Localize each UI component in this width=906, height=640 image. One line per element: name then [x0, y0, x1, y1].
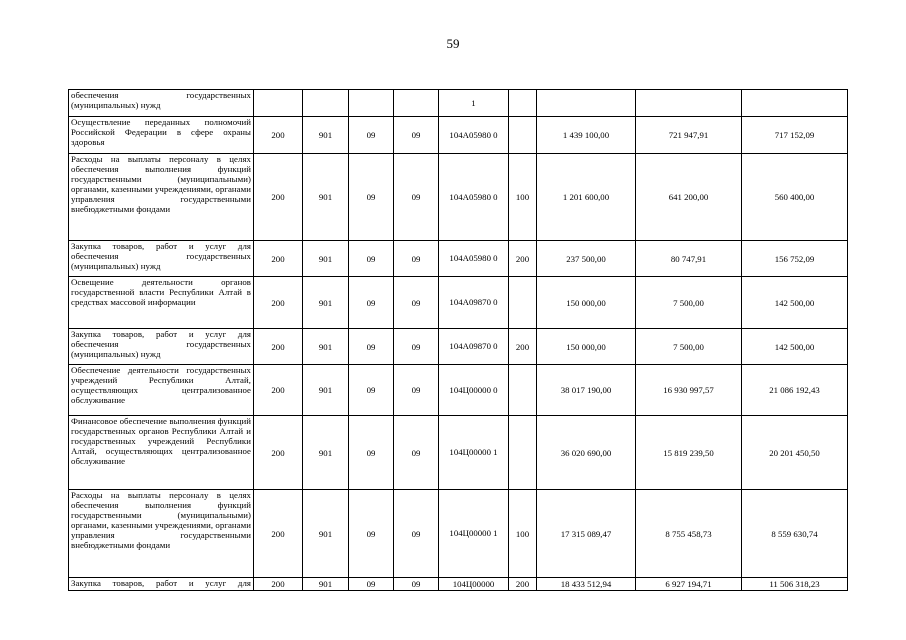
row-pr: 09	[394, 490, 439, 578]
table-row	[69, 277, 848, 329]
row-vr: 200	[509, 578, 537, 591]
row-col-200: 200	[254, 365, 303, 416]
row-sum-3: 20 201 450,50	[742, 416, 848, 490]
row-vr	[509, 90, 537, 117]
row-sum-2: 7 500,00	[636, 277, 742, 329]
row-rz: 09	[349, 578, 394, 591]
table-row	[69, 490, 848, 578]
row-grbs: 901	[303, 416, 349, 490]
row-rz: 09	[349, 329, 394, 365]
row-pr: 09	[394, 154, 439, 241]
row-pr	[394, 90, 439, 117]
row-pr: 09	[394, 329, 439, 365]
row-name: Освещение деятельности органов государственной власти Республики Алтай в средствах массовой информации	[69, 277, 254, 329]
row-rz: 09	[349, 416, 394, 490]
row-col-200: 200	[254, 329, 303, 365]
row-sum-2: 8 755 458,73	[636, 490, 742, 578]
row-name: Расходы на выплаты персоналу в целях обеспечения выполнения функций государственными (муниципальными) органами, казенными учреждениями, органами управления государственными внебюджетными фондами	[69, 490, 254, 578]
row-sum-3: 142 500,00	[742, 277, 848, 329]
row-rz: 09	[349, 154, 394, 241]
row-csr: 104А05980 0	[439, 154, 509, 241]
row-grbs: 901	[303, 578, 349, 591]
row-sum-2	[636, 90, 742, 117]
row-sum-1: 17 315 089,47	[537, 490, 636, 578]
table-row	[69, 578, 848, 591]
row-rz: 09	[349, 117, 394, 154]
row-sum-2: 15 819 239,50	[636, 416, 742, 490]
row-grbs: 901	[303, 329, 349, 365]
row-sum-2: 6 927 194,71	[636, 578, 742, 591]
row-csr: 104Ц00000 1	[439, 416, 509, 490]
row-sum-1: 237 500,00	[537, 241, 636, 277]
row-sum-1: 38 017 190,00	[537, 365, 636, 416]
row-grbs: 901	[303, 117, 349, 154]
row-col-200: 200	[254, 578, 303, 591]
row-vr	[509, 277, 537, 329]
row-csr: 1	[439, 90, 509, 117]
row-grbs: 901	[303, 241, 349, 277]
row-vr: 200	[509, 241, 537, 277]
row-name: Обеспечение деятельности государственных учреждений Республики Алтай, осуществляющих централизованное обслуживание	[69, 365, 254, 416]
row-sum-2: 641 200,00	[636, 154, 742, 241]
row-csr: 104А09870 0	[439, 277, 509, 329]
row-sum-1	[537, 90, 636, 117]
row-name: Расходы на выплаты персоналу в целях обеспечения выполнения функций государственными (муниципальными) органами, казенными учреждениями, органами управления государственными внебюджетными фондами	[69, 154, 254, 241]
row-col-200: 200	[254, 241, 303, 277]
row-col-200: 200	[254, 117, 303, 154]
row-sum-3: 560 400,00	[742, 154, 848, 241]
row-name: Финансовое обеспечение выполнения функций государственных органов Республики Алтай и государственных учреждений Республики Алтай, осуществляющих централизованное обслуживание	[69, 416, 254, 490]
row-grbs: 901	[303, 365, 349, 416]
row-sum-2: 7 500,00	[636, 329, 742, 365]
row-vr	[509, 117, 537, 154]
row-rz: 09	[349, 277, 394, 329]
table-row	[69, 241, 848, 277]
row-rz: 09	[349, 241, 394, 277]
row-sum-3: 21 086 192,43	[742, 365, 848, 416]
row-name: Закупка товаров, работ и услуг для	[69, 578, 254, 591]
row-sum-2: 80 747,91	[636, 241, 742, 277]
row-vr	[509, 416, 537, 490]
row-csr: 104Ц00000 0	[439, 365, 509, 416]
table-row	[69, 416, 848, 490]
row-csr: 104Ц00000 1	[439, 490, 509, 578]
row-sum-1: 36 020 690,00	[537, 416, 636, 490]
row-vr: 200	[509, 329, 537, 365]
row-pr: 09	[394, 277, 439, 329]
row-col-200: 200	[254, 490, 303, 578]
row-rz: 09	[349, 490, 394, 578]
row-pr: 09	[394, 365, 439, 416]
row-name: Закупка товаров, работ и услуг для обеспечения государственных (муниципальных) нужд	[69, 241, 254, 277]
budget-table	[68, 89, 848, 591]
row-pr: 09	[394, 117, 439, 154]
row-sum-2: 16 930 997,57	[636, 365, 742, 416]
row-grbs: 901	[303, 490, 349, 578]
row-sum-1: 18 433 512,94	[537, 578, 636, 591]
table-row	[69, 365, 848, 416]
row-csr: 104Ц00000	[439, 578, 509, 591]
row-name: обеспечения государственных (муниципальных) нужд	[69, 90, 254, 117]
row-col-200: 200	[254, 154, 303, 241]
row-vr: 100	[509, 490, 537, 578]
row-sum-1: 150 000,00	[537, 329, 636, 365]
row-rz	[349, 90, 394, 117]
table-row	[69, 154, 848, 241]
row-name: Закупка товаров, работ и услуг для обеспечения государственных (муниципальных) нужд	[69, 329, 254, 365]
row-pr: 09	[394, 578, 439, 591]
row-col-200: 200	[254, 416, 303, 490]
row-sum-3: 11 506 318,23	[742, 578, 848, 591]
table-row	[69, 117, 848, 154]
row-csr: 104А05980 0	[439, 241, 509, 277]
row-sum-3: 142 500,00	[742, 329, 848, 365]
row-sum-1: 1 439 100,00	[537, 117, 636, 154]
row-vr	[509, 365, 537, 416]
table-row	[69, 329, 848, 365]
row-pr: 09	[394, 241, 439, 277]
row-col-200	[254, 90, 303, 117]
row-csr: 104А09870 0	[439, 329, 509, 365]
row-sum-3: 717 152,09	[742, 117, 848, 154]
row-csr: 104А05980 0	[439, 117, 509, 154]
row-name: Осуществление переданных полномочий Российской Федерации в сфере охраны здоровья	[69, 117, 254, 154]
row-sum-1: 1 201 600,00	[537, 154, 636, 241]
page-number: 59	[446, 36, 460, 51]
table-row	[69, 90, 848, 117]
row-sum-3	[742, 90, 848, 117]
row-sum-3: 156 752,09	[742, 241, 848, 277]
row-vr: 100	[509, 154, 537, 241]
row-sum-1: 150 000,00	[537, 277, 636, 329]
row-grbs	[303, 90, 349, 117]
row-pr: 09	[394, 416, 439, 490]
row-sum-3: 8 559 630,74	[742, 490, 848, 578]
row-sum-2: 721 947,91	[636, 117, 742, 154]
row-rz: 09	[349, 365, 394, 416]
row-grbs: 901	[303, 154, 349, 241]
row-grbs: 901	[303, 277, 349, 329]
row-col-200: 200	[254, 277, 303, 329]
